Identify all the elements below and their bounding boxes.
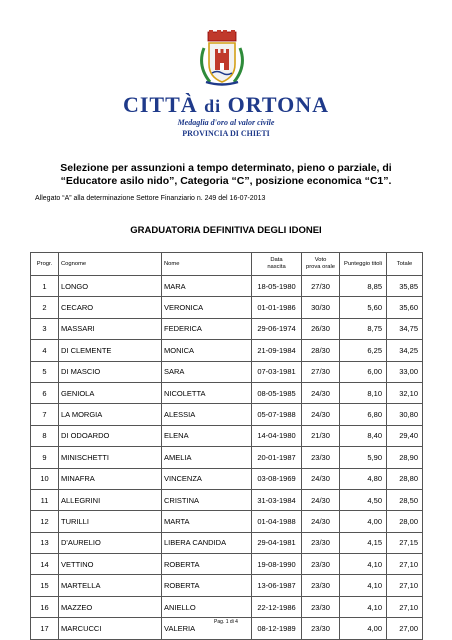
- cell-data: 05-07-1988: [252, 404, 302, 425]
- cell-nome: CRISTINA: [162, 489, 252, 510]
- cell-progr: 13: [31, 532, 59, 553]
- cell-data: 18-05-1980: [252, 276, 302, 297]
- cell-punteggio: 6,80: [340, 404, 387, 425]
- city-name-heading: [0, 92, 452, 118]
- cell-totale: 27,10: [387, 554, 423, 575]
- cell-progr: 2: [31, 297, 59, 318]
- cell-totale: 27,15: [387, 532, 423, 553]
- cell-cognome: LONGO: [59, 276, 162, 297]
- city-crest-logo: [196, 30, 248, 86]
- cell-voto: 21/30: [302, 425, 340, 446]
- cell-cognome: DI ODOARDO: [59, 425, 162, 446]
- cell-totale: 28,90: [387, 447, 423, 468]
- table-row: [31, 425, 423, 446]
- cell-totale: 32,10: [387, 382, 423, 403]
- cell-cognome: MARTELLA: [59, 575, 162, 596]
- header-voto-line1: Voto: [314, 257, 327, 263]
- header-voto-line2: prova orale: [305, 264, 335, 270]
- table-row: [31, 468, 423, 489]
- cell-progr: 1: [31, 276, 59, 297]
- cell-progr: 10: [31, 468, 59, 489]
- province-subtitle: PROVINCIA DI CHIETI: [182, 129, 270, 138]
- graduatoria-title: GRADUATORIA DEFINITIVA DEGLI IDONEI: [130, 225, 322, 236]
- city-name: ORTONA: [227, 92, 330, 117]
- cell-totale: 34,25: [387, 340, 423, 361]
- cell-progr: 14: [31, 554, 59, 575]
- cell-totale: 35,85: [387, 276, 423, 297]
- cell-data: 01-04-1988: [252, 511, 302, 532]
- cell-progr: 8: [31, 425, 59, 446]
- medal-subtitle: Medaglia d'oro al valor civile: [177, 118, 275, 127]
- cell-voto: 23/30: [302, 618, 340, 639]
- page-number: Pag. 1 di 4: [214, 619, 238, 625]
- cell-data: 07-03-1981: [252, 361, 302, 382]
- table-row: [31, 318, 423, 339]
- table-row: [31, 276, 423, 297]
- cell-punteggio: 4,50: [340, 489, 387, 510]
- cell-punteggio: 6,00: [340, 361, 387, 382]
- cell-nome: NICOLETTA: [162, 382, 252, 403]
- cell-data: 14-04-1980: [252, 425, 302, 446]
- cell-voto: 24/30: [302, 468, 340, 489]
- cell-nome: ALESSIA: [162, 404, 252, 425]
- cell-nome: MONICA: [162, 340, 252, 361]
- table-row: [31, 447, 423, 468]
- cell-totale: 29,40: [387, 425, 423, 446]
- cell-cognome: DI CLEMENTE: [59, 340, 162, 361]
- cell-nome: VERONICA: [162, 297, 252, 318]
- city-label: CITTÀ: [122, 92, 198, 117]
- cell-voto: 23/30: [302, 554, 340, 575]
- header-cognome: Cognome: [59, 253, 162, 276]
- cell-voto: 27/30: [302, 276, 340, 297]
- cell-data: 08-12-1989: [252, 618, 302, 639]
- table-row: [31, 340, 423, 361]
- cell-data: 08-05-1985: [252, 382, 302, 403]
- table-row: [31, 532, 423, 553]
- cell-voto: 30/30: [302, 297, 340, 318]
- header-data-line2: nascita: [267, 264, 286, 270]
- cell-data: 29-06-1974: [252, 318, 302, 339]
- cell-nome: ELENA: [162, 425, 252, 446]
- cell-cognome: MARCUCCI: [59, 618, 162, 639]
- cell-cognome: MAZZEO: [59, 596, 162, 617]
- cell-voto: 28/30: [302, 340, 340, 361]
- cell-voto: 24/30: [302, 404, 340, 425]
- table-row: [31, 554, 423, 575]
- cell-progr: 5: [31, 361, 59, 382]
- table-row: [31, 596, 423, 617]
- cell-nome: AMELIA: [162, 447, 252, 468]
- cell-totale: 34,75: [387, 318, 423, 339]
- header-data-nascita: [252, 253, 302, 276]
- cell-nome: FEDERICA: [162, 318, 252, 339]
- table-row: [31, 297, 423, 318]
- cell-cognome: ALLEGRINI: [59, 489, 162, 510]
- header-punteggio: Punteggio titoli: [340, 253, 387, 276]
- selection-description: [40, 162, 412, 188]
- cell-cognome: MINISCHETTI: [59, 447, 162, 468]
- cell-totale: 28,00: [387, 511, 423, 532]
- cell-progr: 16: [31, 596, 59, 617]
- cell-data: 19-08-1990: [252, 554, 302, 575]
- cell-nome: ROBERTA: [162, 554, 252, 575]
- cell-nome: ANIELLO: [162, 596, 252, 617]
- cell-nome: SARA: [162, 361, 252, 382]
- cell-nome: VINCENZA: [162, 468, 252, 489]
- cell-punteggio: 8,40: [340, 425, 387, 446]
- cell-progr: 4: [31, 340, 59, 361]
- cell-cognome: GENIOLA: [59, 382, 162, 403]
- cell-data: 20-01-1987: [252, 447, 302, 468]
- cell-progr: 15: [31, 575, 59, 596]
- header-data-line1: Data: [270, 257, 283, 263]
- cell-data: 21-09-1984: [252, 340, 302, 361]
- allegato-reference: Allegato “A” alla determinazione Settore Finanziario n. 249 del 16-07-2013: [35, 195, 266, 202]
- cell-totale: 30,80: [387, 404, 423, 425]
- cell-totale: 27,10: [387, 575, 423, 596]
- city-di: di: [204, 96, 222, 116]
- cell-totale: 35,60: [387, 297, 423, 318]
- cell-voto: 24/30: [302, 382, 340, 403]
- cell-cognome: DI MASCIO: [59, 361, 162, 382]
- cell-totale: 27,00: [387, 618, 423, 639]
- cell-progr: 9: [31, 447, 59, 468]
- cell-cognome: CECARO: [59, 297, 162, 318]
- cell-punteggio: 8,85: [340, 276, 387, 297]
- cell-voto: 24/30: [302, 511, 340, 532]
- cell-punteggio: 4,00: [340, 511, 387, 532]
- cell-totale: 28,80: [387, 468, 423, 489]
- cell-punteggio: 4,10: [340, 554, 387, 575]
- cell-progr: 3: [31, 318, 59, 339]
- header-totale: Totale: [387, 253, 423, 276]
- table-row: [31, 489, 423, 510]
- cell-punteggio: 8,75: [340, 318, 387, 339]
- cell-data: 29-04-1981: [252, 532, 302, 553]
- cell-nome: VALERIA: [162, 618, 252, 639]
- cell-punteggio: 4,15: [340, 532, 387, 553]
- cell-data: 03-08-1969: [252, 468, 302, 489]
- cell-voto: 26/30: [302, 318, 340, 339]
- cell-data: 22-12-1986: [252, 596, 302, 617]
- selection-line-1: Selezione per assunzioni a tempo determinato, pieno o parziale, di: [60, 162, 392, 174]
- cell-punteggio: 4,10: [340, 596, 387, 617]
- cell-punteggio: 6,25: [340, 340, 387, 361]
- cell-nome: ROBERTA: [162, 575, 252, 596]
- cell-voto: 23/30: [302, 532, 340, 553]
- cell-voto: 24/30: [302, 489, 340, 510]
- cell-nome: MARA: [162, 276, 252, 297]
- table-row: [31, 361, 423, 382]
- cell-voto: 23/30: [302, 447, 340, 468]
- table-row: [31, 404, 423, 425]
- table-header-row: [31, 253, 423, 276]
- cell-data: 01-01-1986: [252, 297, 302, 318]
- selection-line-2: “Educatore asilo nido”, Categoria “C”, posizione economica “C1”.: [60, 175, 392, 187]
- cell-cognome: LA MORGIA: [59, 404, 162, 425]
- cell-progr: 17: [31, 618, 59, 639]
- table-row: [31, 511, 423, 532]
- table-row: [31, 382, 423, 403]
- cell-punteggio: 5,90: [340, 447, 387, 468]
- cell-progr: 6: [31, 382, 59, 403]
- cell-punteggio: 5,60: [340, 297, 387, 318]
- cell-voto: 23/30: [302, 575, 340, 596]
- cell-punteggio: 4,80: [340, 468, 387, 489]
- ranking-table: [30, 252, 423, 640]
- header-voto: [302, 253, 340, 276]
- cell-cognome: VETTINO: [59, 554, 162, 575]
- cell-totale: 33,00: [387, 361, 423, 382]
- table-row: [31, 575, 423, 596]
- cell-cognome: MINAFRA: [59, 468, 162, 489]
- cell-voto: 27/30: [302, 361, 340, 382]
- cell-progr: 12: [31, 511, 59, 532]
- cell-cognome: D'AURELIO: [59, 532, 162, 553]
- cell-cognome: TURILLI: [59, 511, 162, 532]
- cell-voto: 23/30: [302, 596, 340, 617]
- cell-nome: LIBERA CANDIDA: [162, 532, 252, 553]
- cell-cognome: MASSARI: [59, 318, 162, 339]
- cell-nome: MARTA: [162, 511, 252, 532]
- header-progr: Progr.: [31, 253, 59, 276]
- cell-progr: 7: [31, 404, 59, 425]
- cell-punteggio: 8,10: [340, 382, 387, 403]
- cell-punteggio: 4,00: [340, 618, 387, 639]
- header-nome: Nome: [162, 253, 252, 276]
- cell-progr: 11: [31, 489, 59, 510]
- cell-data: 13-06-1987: [252, 575, 302, 596]
- cell-totale: 28,50: [387, 489, 423, 510]
- cell-totale: 27,10: [387, 596, 423, 617]
- cell-punteggio: 4,10: [340, 575, 387, 596]
- cell-data: 31-03-1984: [252, 489, 302, 510]
